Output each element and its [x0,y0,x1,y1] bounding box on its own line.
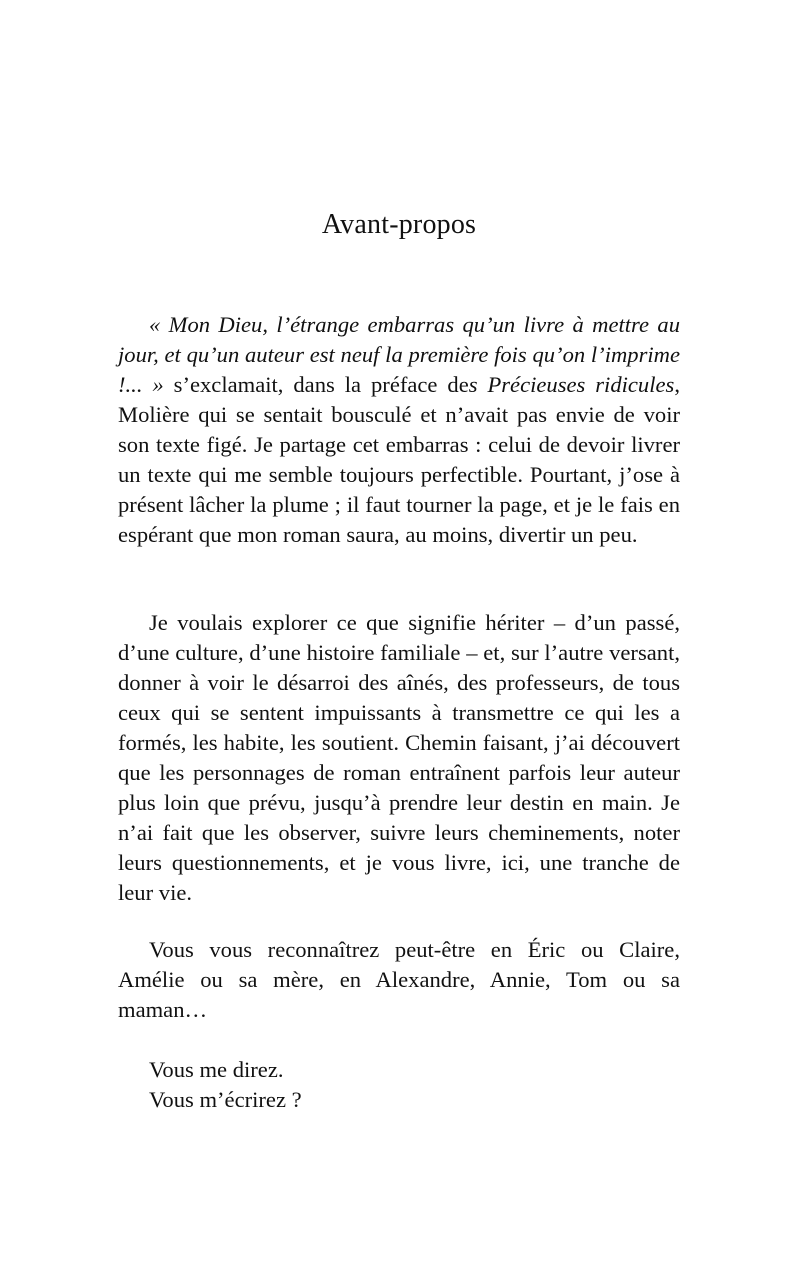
work-title: s Précieuses ridicules [468,372,675,397]
closing-line-1: Vous me direz. [149,1057,284,1082]
closing-line-2: Vous m’écrirez ? [149,1087,302,1112]
page-title: Avant-propos [321,209,477,240]
paragraph-intro-text-b: , Molière qui se sentait bousculé et n’avait pas envie de voir son texte figé. Je partage cet embarras : celui de devoir livrer un texte qui me semble toujours perfectible. Pourtant, j’ose à présent lâcher la plume ; il faut tourner la page, et je le fais en espérant que mon roman saura, au moins, divertir un peu. [118,372,680,547]
paragraph-intent: Je voulais explorer ce que signifie hériter – d’un passé, d’une culture, d’une histoire familiale – et, sur l’autre versant, donner à voir le désarroi des aînés, des professeurs, de tous ceux qui se sentent impuissants à transmettre ce qui les a formés, les habite, les soutient. Chemin faisant, j’ai découvert que les personnages de roman entraînent parfois leur auteur plus loin que prévu, jusqu’à prendre leur destin en main. Je n’ai fait que les observer, suivre leurs cheminements, noter leurs questionnements, et je vous livre, ici, une tranche de leur vie. [118,610,680,905]
paragraph-intro [118,310,680,550]
paragraph-intro-text-a: s’exclamait, dans la préface de [163,372,469,397]
paragraph-characters: Vous vous reconnaîtrez peut-être en Éric ou Claire, Amélie ou sa mère, en Alexandre, Annie, Tom ou sa maman… [118,937,680,1022]
moliere-quote: « Mon Dieu, l’étrange embarras qu’un livre à mettre au jour, et qu’un auteur est neuf la première fois qu’on l’imprime !... » [118,312,680,397]
